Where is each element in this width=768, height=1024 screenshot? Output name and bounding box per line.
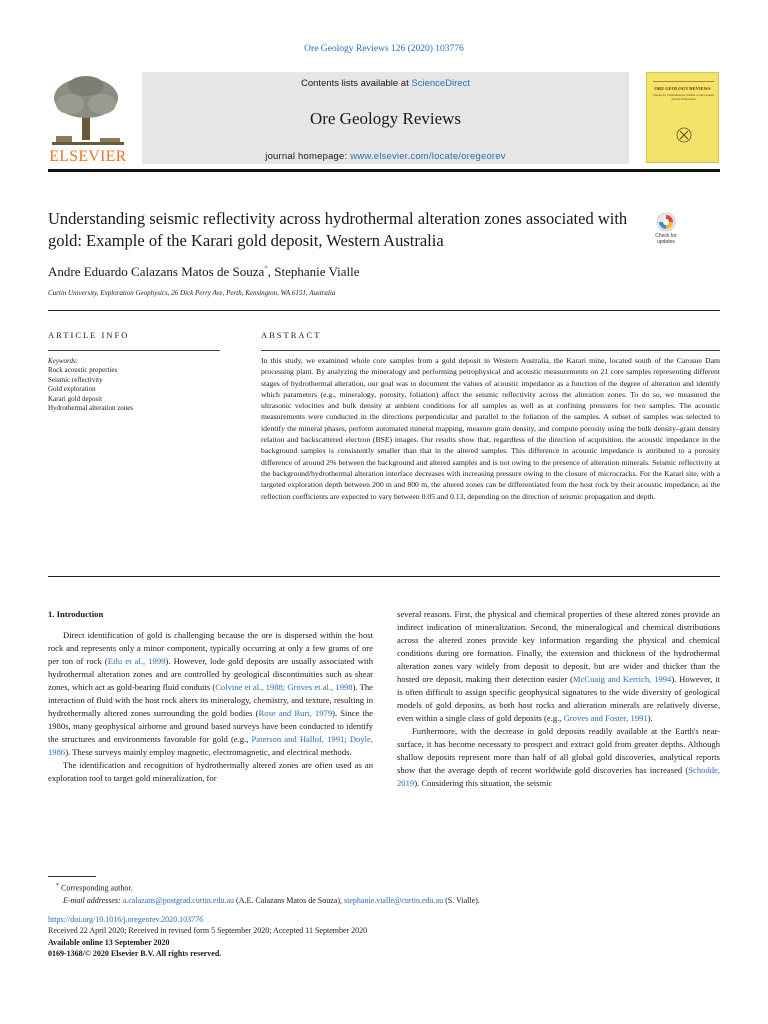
online-date: Available online 13 September 2020 [48,937,170,947]
author-list [48,264,360,280]
email-line [48,895,720,908]
paragraph-text: ). [647,713,653,723]
corresponding-author-label: Corresponding author. [61,883,133,893]
corresponding-author-mark[interactable]: * [264,264,268,273]
citation-link[interactable]: McCuaig and Kerrich, 1994 [572,674,672,684]
cover-subtitle: Journal for Comprehensive Studies of Ore Genesis and Ore Exploration [653,93,714,101]
abstract-divider [48,576,720,577]
paragraph-text: ). However, it is often difficult to assign specific geophysical signatures to the wide diversity of geological models of gold deposits, as both host rocks and alteration minerals are relatively diverse, even within a single class of gold deposits (e.g., [397,674,721,723]
paragraph-text: Direct identification of gold is challenging because the ore is dispersed within the host rock and represents only a minor component, typically occurring at only a few grams of ore per ton of rock ( [48,630,373,666]
body-column-left [48,608,373,785]
abstract-rule [261,350,720,351]
citation-link[interactable]: Groves and Foster, 1991 [563,713,648,723]
keyword: Hydrothermal alteration zones [48,404,134,413]
journal-title: Ore Geology Reviews [309,109,462,128]
abstract-text: In this study, we examined whole core samples from a gold deposit in Western Australia, the Karari mine, located south of the Carosue Dam processing plant. By analyzing the mineralogy and performing petrophysical and acoustic measurements on 21 core samples representing different stages of hydrothermal alteration, our goal was to document the values of acoustic impedance as a function of the degree of alteration and identify which parameters (e.g., mineralogy, porosity, foliation) affect the seismic reflectivity across the alteration zones. To do so, we measured the ultrasonic velocities and bulk density at ambient conditions for all samples as well as at confining pressures for two samples. The acoustic measurements were conducted in the directions perpendicular and parallel to the foliation of the samples. A subset of samples was selected to identify the mineral phases, perform automated mineral mapping, measure grain density, and compute porosity using the bulk density–grain density relation and backscattered electron (BSE) images. Our results show that, regardless of the direction of acquisition, the acoustic impedance in the background samples is consistently smaller than that in the altered samples. This difference in acoustic impedance is attributed to a porosity difference of around 2% between the background and altered samples and is not owing to the presence of alteration minerals. Seismic reflectivity at the background/hydrothermal alteration interface decreases with increasing pressure owing to the closure of microcracks. For the Karari site, with a targeted exploration depth between 200 m and 800 m, the altered zones can be differentiated from the host rock by their acoustic impedance, as the reflection coefficients are expected to vary between 0.05 and 0.13, depending on the direction of seismic propagation and depth. [261,356,720,501]
citation-link[interactable]: Rose and Burt, 1979 [258,708,333,718]
header-divider [48,169,720,172]
elsevier-logo [48,74,128,166]
abstract-heading: ABSTRACT [261,330,322,340]
keywords-label: Keywords: [48,357,79,365]
citation-link[interactable]: Paterson and Hallof, 1991; Doyle, 1986 [48,734,373,757]
paragraph [48,759,373,785]
check-updates-icon [656,212,676,232]
keyword: Seismic reflectivity [48,375,103,384]
footnote [48,880,720,908]
affiliation: Curtin University, Exploration Geophysics, 26 Dick Perry Ave, Perth, Kensington, WA 6151, Australia [48,289,336,297]
article-metadata [48,914,720,960]
homepage-prefix: journal homepage: [265,151,348,162]
paragraph [397,608,720,725]
doi-link[interactable]: https://doi.org/10.1016/j.oregeorev.2020.103776 [48,915,204,924]
paragraph-text: Furthermore, with the decrease in gold deposits readily available at the Earth's near-surface, it has become necessary to prospect and extract gold from greater depths. Although shallow deposits represent more than half of all global gold discoveries, analytical reports show that the average depth of recent worldwide gold discoveries has increased ( [397,726,720,775]
section-heading-introduction: 1. Introduction [48,609,104,619]
email-link[interactable]: a.calazans@postgrad.curtin.edu.au [122,896,235,906]
keyword: Karari gold deposit [48,394,103,403]
paragraph-text: ). However, lode gold deposits are usually associated with hydrothermal alteration zones and are controlled by geological discontinuities such as shear zones, which act as gold-bearing fluid conduits ( [48,656,373,692]
journal-header-box [142,72,629,164]
journal-homepage-link[interactable]: www.elsevier.com/locate/oregeorev [350,151,506,162]
contents-line [142,78,629,89]
copyright: 0169-1368/© 2020 Elsevier B.V. All rights reserved. [48,949,222,959]
citation-link[interactable]: Colvine et al., 1988; Groves et al., 1998 [215,682,353,692]
title-divider [48,310,720,311]
check-for-updates-button[interactable] [649,212,683,250]
contents-prefix: Contents lists available at [301,78,409,89]
paragraph [397,725,720,790]
publisher-name: ELSEVIER [49,148,127,165]
article-title: Understanding seismic reflectivity across hydrothermal alteration zones associated with gold: Example of the Karari gold deposit, Western Australia [48,209,628,250]
keyword: Gold exploration [48,385,96,394]
sciencedirect-link[interactable]: ScienceDirect [411,78,470,89]
article-history: Received 22 April 2020; Received in revised form 5 September 2020; Accepted 11 September 2020 [48,926,368,936]
cover-top-rule [653,76,714,82]
footnote-mark: * [56,883,59,889]
email-owner: (A.E. Calazans Matos de Souza), [234,896,344,906]
citation-link[interactable]: Schodde, 2019 [397,765,720,788]
body-column-right [397,608,720,790]
keywords-block [48,357,223,413]
author-name[interactable]: Andre Eduardo Calazans Matos de Souza [48,264,265,279]
paragraph-text: ). Since the 1980s, many geophysical airborne and ground based surveys have been conducted to identify the structures and environments favorable for gold (e.g., [48,708,374,744]
article-info-heading: ARTICLE INFO [48,330,130,340]
tree-icon [48,74,128,148]
paragraph-text: ). These surveys mainly employ magnetic, electromagnetic, and electrical methods. [65,747,352,757]
paragraph-text: The identification and recognition of hydrothermally altered zones are often used as an exploration tool to target gold mineralization, for [48,760,373,783]
crossed-hammers-icon [676,127,692,143]
journal-cover-thumbnail[interactable] [646,72,719,163]
footnote-rule [48,876,96,877]
homepage-line [142,151,629,162]
email-link[interactable]: stephanie.vialle@curtin.edu.au [344,896,444,906]
cover-title: ORE GEOLOGY REVIEWS [654,86,711,91]
author-name[interactable]: Stephanie Vialle [274,264,360,279]
paragraph-text: ). Considering this situation, the seismic [414,778,553,788]
citation-link[interactable]: Eilu et al., 1999 [107,656,166,666]
author-separator: , [267,264,275,279]
paragraph-text: ). The interaction of fluid with the host rock alters its mineralogy, chemistry, and texture, resulting in hydrothermally altered zones surrounding the gold bodies ( [48,682,373,718]
keyword: Rock acoustic properties [48,366,118,375]
journal-citation-link[interactable]: Ore Geology Reviews 126 (2020) 103776 [304,44,464,54]
paragraph-text: several reasons. First, the physical and chemical properties of these altered zones provide an indirect indication of mineralization. Second, the mineralogical and chemical distributions across the altered zones provide key information regarding the physical and chemical conditions during ore formation. Finally, the extension and thickness of the hydrothermal alteration zones vary widely from deposit to deposit, but are wider and thicker than the hosted ore deposit, making their detection easier ( [397,609,720,684]
check-updates-label: Check for updates [655,233,677,245]
corresponding-author-note [48,880,720,895]
email-owner: (S. Vialle). [443,896,480,906]
email-label: E-mail addresses: [63,896,121,906]
paragraph [48,629,373,759]
article-info-rule [48,350,220,351]
